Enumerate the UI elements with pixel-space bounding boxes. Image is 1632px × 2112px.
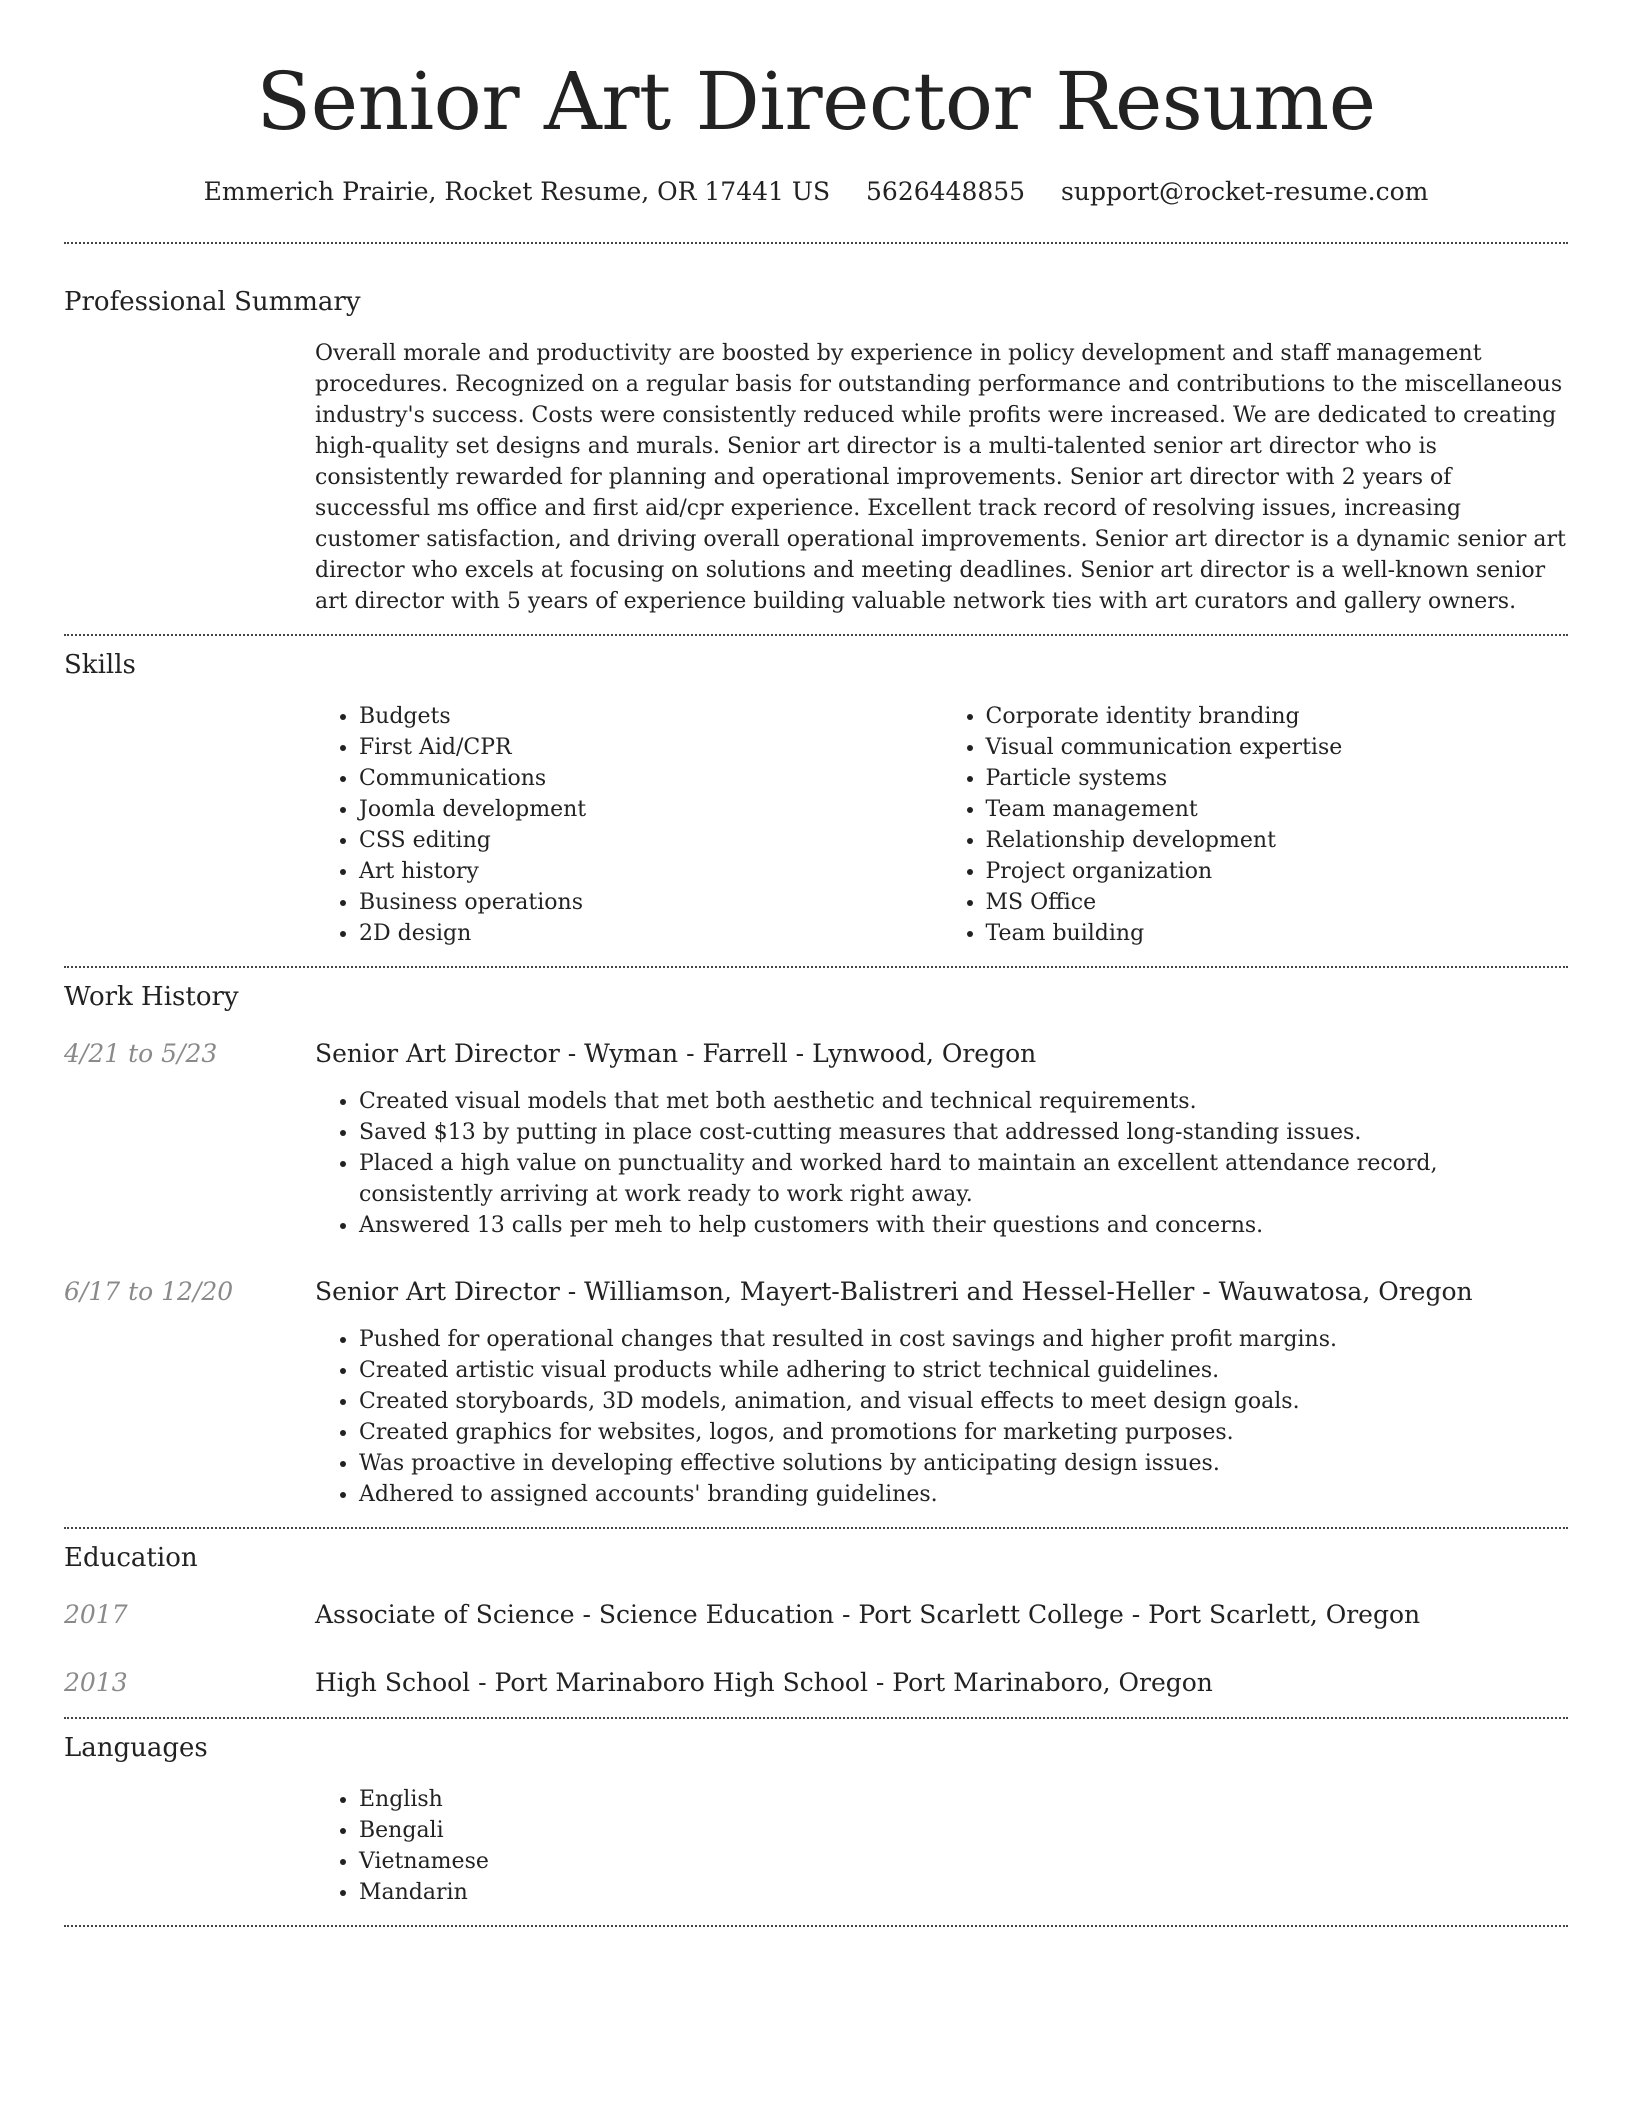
skill-item: • Corporate identity branding [986,701,1569,732]
section-divider [64,1925,1568,1927]
skill-item: • First Aid/CPR [359,732,942,763]
skill-item: • 2D design [359,918,942,949]
job-location: Lynwood, Oregon [812,1039,1037,1068]
job-bullet: • Created artistic visual products while adhering to strict technical guidelines. [359,1355,1568,1386]
work-heading: Work History [64,982,239,1012]
skill-item: • Art history [359,856,942,887]
job-duties [315,1086,1568,1241]
education-entry [64,1598,1568,1632]
skills-section [64,648,1568,949]
skill-item: • MS Office [986,887,1569,918]
section-divider [64,966,1568,968]
job-heading: Senior Art Director - Williamson, Mayert-Balistreri and Hessel-Heller - Wauwatosa, Oregon [315,1277,1473,1306]
education-degree: Associate of Science - Science Education [315,1600,835,1629]
job-bullet: • Created visual models that met both aesthetic and technical requirements. [359,1086,1568,1117]
job-bullet: • Created storyboards, 3D models, animation, and visual effects to meet design goals. [359,1386,1568,1417]
job-heading: Senior Art Director - Wyman - Farrell - Lynwood, Oregon [315,1039,1037,1068]
skills-heading: Skills [64,650,136,680]
work-section [64,980,1568,1510]
education-entry [64,1666,1568,1700]
summary-body [315,338,1568,617]
skill-item: • CSS editing [359,825,942,856]
summary-heading: Professional Summary [64,287,361,317]
skills-columns [315,701,1568,949]
skill-item: • Visual communication expertise [986,732,1569,763]
skills-list-left [315,701,942,949]
job-bullet: • Pushed for operational changes that resulted in cost savings and higher profit margins. [359,1324,1568,1355]
section-divider [64,242,1568,244]
language-item: • Mandarin [359,1877,1568,1908]
job-title: Senior Art Director [315,1039,560,1068]
job-employer: Wyman - Farrell [584,1039,788,1068]
contact-address: Emmerich Prairie, Rocket Resume, OR 17441 US [203,177,831,206]
summary-section [64,285,1568,617]
job-bullet: • Was proactive in developing effective solutions by anticipating design issues. [359,1448,1568,1479]
education-year: 2013 [64,1668,128,1697]
job-header [64,1275,1568,1309]
language-item: • Vietnamese [359,1846,1568,1877]
skill-item: • Particle systems [986,763,1569,794]
section-divider [64,634,1568,636]
skill-item: • Relationship development [986,825,1569,856]
skills-list-right [942,701,1569,949]
education-degree: High School [315,1668,471,1697]
education-heading: Education [64,1543,198,1573]
job-bullets [315,1324,1568,1510]
skill-item: • Business operations [359,887,942,918]
job-entry [64,1275,1568,1510]
resume-title: Senior Art Director Resume [256,55,1376,148]
skill-item: • Team building [986,918,1569,949]
job-bullets [315,1086,1568,1241]
skill-item: • Communications [359,763,942,794]
languages-section [64,1731,1568,1908]
section-divider [64,1717,1568,1719]
education-heading-line [315,1598,1420,1632]
skill-item: • Team management [986,794,1569,825]
contact-email: support@rocket-resume.com [1061,177,1429,206]
languages-heading: Languages [64,1733,208,1763]
job-bullet: • Placed a high value on punctuality and worked hard to maintain an excellent attendance record, consistently arriving at work ready to work right away. [359,1148,1568,1210]
language-item: • English [359,1784,1568,1815]
job-employer: Williamson, Mayert-Balistreri and Hessel-Heller [584,1277,1195,1306]
education-detail: - Port Scarlett College - Port Scarlett, Oregon [834,1600,1421,1629]
skill-item: • Budgets [359,701,942,732]
job-duties [315,1324,1568,1510]
languages-body [315,1784,1568,1908]
job-dates: 6/17 to 12/20 [64,1277,234,1306]
language-item: • Bengali [359,1815,1568,1846]
job-bullet: • Created graphics for websites, logos, and promotions for marketing purposes. [359,1417,1568,1448]
contact-line [64,176,1568,208]
job-header [64,1037,1568,1071]
education-year: 2017 [64,1600,128,1629]
job-entry [64,1037,1568,1241]
job-bullet: • Answered 13 calls per meh to help customers with their questions and concerns. [359,1210,1568,1241]
job-title: Senior Art Director [315,1277,560,1306]
section-divider [64,1527,1568,1529]
contact-phone: 5626448855 [866,177,1026,206]
skill-item: • Project organization [986,856,1569,887]
skill-item: • Joomla development [359,794,942,825]
education-heading-line [315,1666,1213,1700]
job-dates: 4/21 to 5/23 [64,1039,218,1068]
job-bullet: • Saved $13 by putting in place cost-cutting measures that addressed long-standing issues. [359,1117,1568,1148]
languages-list [315,1784,1568,1908]
job-bullet: • Adhered to assigned accounts' branding guidelines. [359,1479,1568,1510]
education-detail: - Port Marinaboro High School - Port Marinaboro, Oregon [470,1668,1213,1697]
job-location: Wauwatosa, Oregon [1218,1277,1473,1306]
summary-text: Overall morale and productivity are boosted by experience in policy development and staff management procedures. Recognized on a regular basis for outstanding performance and contributions to the miscellaneous industry's success. Costs were consistently reduced while profits were increased. We are dedicated to creating high-quality set designs and murals. Senior art director is a multi-talented senior art director who is consistently rewarded for planning and operational improvements. Senior art director with 2 years of successful ms office and first aid/cpr experience. Excellent track record of resolving issues, increasing customer satisfaction, and driving overall operational improvements. Senior art director is a dynamic senior art director who excels at focusing on solutions and meeting deadlines. Senior art director is a well-known senior art director with 5 years of experience building valuable network ties with art curators and gallery owners. [315,341,1566,614]
education-section [64,1541,1568,1700]
